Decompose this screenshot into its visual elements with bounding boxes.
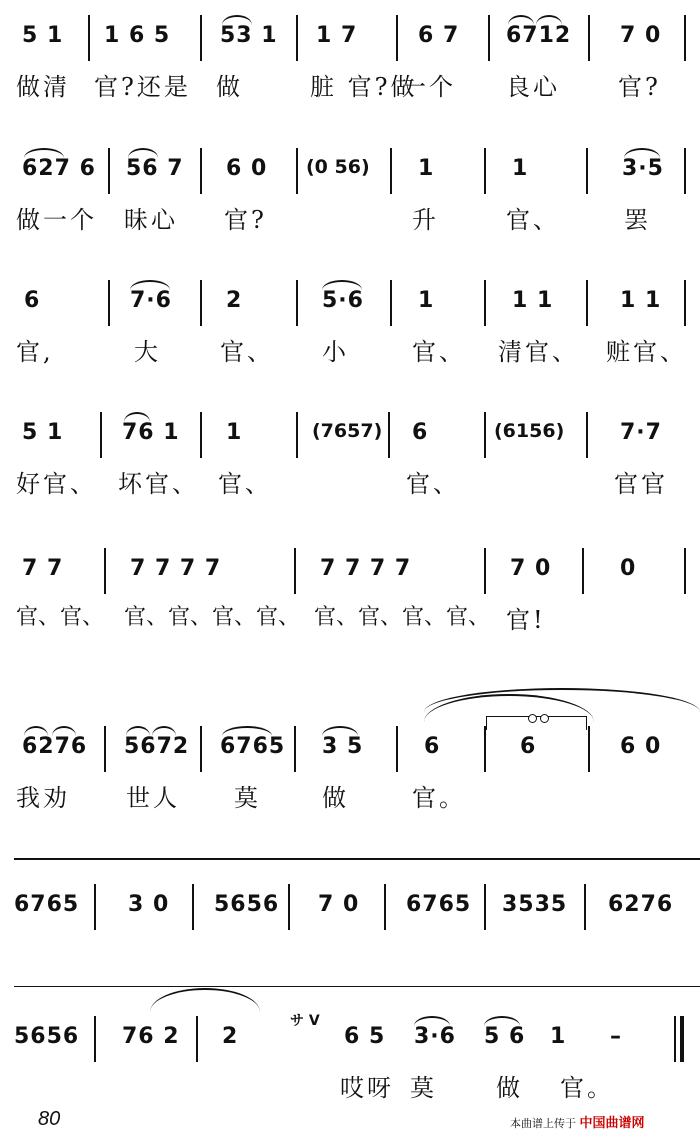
lyric: 做 [216, 73, 243, 101]
notation: 0 [620, 556, 637, 581]
lyric: 做 [496, 1074, 523, 1102]
barline [484, 148, 486, 194]
barline [388, 412, 390, 458]
section-line [14, 858, 700, 860]
barline [196, 1016, 198, 1062]
notation: 5656 [14, 1024, 80, 1049]
barline [586, 412, 588, 458]
score-row-3 [0, 280, 700, 370]
lyric: 脏 官?做 [310, 73, 418, 101]
lyric: 官官 [614, 470, 668, 498]
notation: 7 0 [510, 556, 552, 581]
notation: 6 0 [620, 734, 662, 759]
lyric: 官、官、官、官、 [124, 605, 301, 630]
score-row-1 [0, 15, 700, 105]
barline [200, 726, 202, 772]
barline [484, 884, 486, 930]
footer-text: 本曲谱上传于 [510, 1117, 576, 1130]
barline [484, 548, 486, 594]
notation: 5 1 [22, 420, 64, 445]
notation: 7 7 [22, 556, 64, 581]
notation: 6276 [608, 892, 674, 917]
score-row-4 [0, 412, 700, 502]
score-row-2 [0, 148, 700, 238]
notation: 6276 [22, 734, 88, 759]
barline [588, 726, 590, 772]
notation: 76 1 [122, 420, 180, 445]
notation: (0 56) [306, 156, 370, 178]
lyric: 升 [412, 206, 439, 234]
lyric: 做清 [16, 73, 70, 101]
barline [94, 1016, 96, 1062]
lyric: 做一个 [16, 206, 97, 234]
lyric: 昧心 [124, 206, 178, 234]
section-line [14, 986, 700, 987]
lyric: 官、 [506, 206, 560, 234]
barline [296, 148, 298, 194]
notation: 6 7 [418, 23, 460, 48]
lyric: 做 [322, 784, 349, 812]
lyric: 莫 [234, 784, 261, 812]
barline [200, 280, 202, 326]
final-barline [680, 1016, 684, 1062]
lyric: 官? [224, 206, 267, 234]
barline [104, 726, 106, 772]
notation: 7 0 [318, 892, 360, 917]
notation: 1 1 [512, 288, 554, 313]
barline [684, 280, 686, 326]
notation: 6 0 [226, 156, 268, 181]
notation: 1 [512, 156, 529, 181]
barline [88, 15, 90, 61]
lyric: 官、 [220, 338, 274, 366]
notation: 7 7 7 7 [130, 556, 222, 581]
score-row-6 [0, 682, 700, 812]
barline [390, 148, 392, 194]
barline [108, 280, 110, 326]
barline [396, 726, 398, 772]
lyric: 官。 [560, 1074, 614, 1102]
barline [396, 15, 398, 61]
barline [296, 280, 298, 326]
lyric: 清官、 [498, 338, 579, 366]
notation: 3 5 [322, 734, 364, 759]
notation: 5 1 [22, 23, 64, 48]
barline [200, 148, 202, 194]
lyric: 大 [134, 338, 161, 366]
barline [200, 15, 202, 61]
notation: (7657) [312, 420, 383, 442]
lyric: 莫 [410, 1074, 437, 1102]
notation: 7·6 [130, 288, 172, 313]
notation: 56 7 [126, 156, 184, 181]
notation: 6 5 [344, 1024, 386, 1049]
notation: 6 [424, 734, 441, 759]
lyric: 官! [506, 606, 546, 634]
barline [384, 884, 386, 930]
barline [108, 148, 110, 194]
score-row-8 [0, 1013, 700, 1102]
final-barline [674, 1016, 676, 1062]
notation: (6156) [494, 420, 565, 442]
slur [150, 988, 260, 1012]
lyric: 官。 [412, 784, 466, 812]
lyric: 官、 [406, 470, 460, 498]
barline [288, 884, 290, 930]
lyric: 官、官、官、官、 [314, 605, 491, 630]
lyric: 哎呀 [340, 1074, 394, 1102]
notation: – [610, 1024, 622, 1049]
barline [200, 412, 202, 458]
lyric: 好官、 [16, 470, 97, 498]
lyric: 官, [16, 338, 54, 366]
notation: 5·6 [322, 288, 364, 313]
notation: 5672 [124, 734, 190, 759]
lyric: 官、官、 [16, 605, 105, 630]
lyric: 坏官、 [118, 470, 199, 498]
barline [684, 548, 686, 594]
lyric: 赃官、 [606, 338, 687, 366]
lyric: 官、 [218, 470, 272, 498]
score-row-5 [0, 548, 700, 638]
barline [294, 548, 296, 594]
notation: 1 1 [620, 288, 662, 313]
notation: 7 0 [620, 23, 662, 48]
barline [488, 15, 490, 61]
notation: 627 6 [22, 156, 96, 181]
notation: 6765 [406, 892, 472, 917]
barline [484, 280, 486, 326]
notation: 3 0 [128, 892, 170, 917]
notation: 1 [418, 288, 435, 313]
footer [510, 1112, 645, 1131]
barline [584, 884, 586, 930]
notation: 6712 [506, 23, 572, 48]
barline [582, 548, 584, 594]
tie-bracket-end [486, 716, 487, 730]
lyric: 官? [618, 73, 661, 101]
barline [296, 15, 298, 61]
barline [586, 148, 588, 194]
notation: 7·7 [620, 420, 662, 445]
barline [484, 412, 486, 458]
score-row-7 [0, 884, 700, 944]
notation: 6 [24, 288, 41, 313]
notation: 2 [222, 1024, 239, 1049]
barline [588, 15, 590, 61]
notation: 3535 [502, 892, 568, 917]
site-logo: 中国曲谱网 [579, 1116, 645, 1131]
notation: 1 [226, 420, 243, 445]
barline [296, 412, 298, 458]
barline [390, 280, 392, 326]
notation: 3·5 [622, 156, 664, 181]
notation: 5656 [214, 892, 280, 917]
barline [94, 884, 96, 930]
notation: 1 6 5 [104, 23, 171, 48]
notation: 76 2 [122, 1024, 180, 1049]
notation: 7 7 7 7 [320, 556, 412, 581]
notation: 1 7 [316, 23, 358, 48]
barline [192, 884, 194, 930]
tie-bracket-end [586, 716, 587, 730]
fermata-dot [528, 714, 537, 723]
barline [684, 148, 686, 194]
notation: 6765 [220, 734, 286, 759]
notation: 2 [226, 288, 243, 313]
notation: 1 [550, 1024, 567, 1049]
barline [684, 15, 686, 61]
notation: 6765 [14, 892, 80, 917]
lyric: 世人 [126, 784, 180, 812]
lyric: 官、 [412, 338, 466, 366]
notation: 53 1 [220, 23, 278, 48]
lyric: 小 [322, 338, 349, 366]
notation: 5 6 [484, 1024, 526, 1049]
barline [100, 412, 102, 458]
barline [586, 280, 588, 326]
notation: 6 [412, 420, 429, 445]
notation: 1 [418, 156, 435, 181]
lyric: 良心 [506, 73, 560, 101]
lyric: 官?还是 [94, 73, 191, 101]
fermata-dot [540, 714, 549, 723]
page-number: 80 [38, 1108, 61, 1130]
notation: 3·6 [414, 1024, 456, 1049]
barline [484, 726, 486, 772]
lyric: 我劝 [16, 784, 70, 812]
barline [104, 548, 106, 594]
barline [294, 726, 296, 772]
notation: 6 [520, 734, 537, 759]
notation: サ V [290, 1013, 320, 1029]
lyric: 一个 [402, 73, 456, 101]
lyric: 罢 [624, 206, 651, 234]
